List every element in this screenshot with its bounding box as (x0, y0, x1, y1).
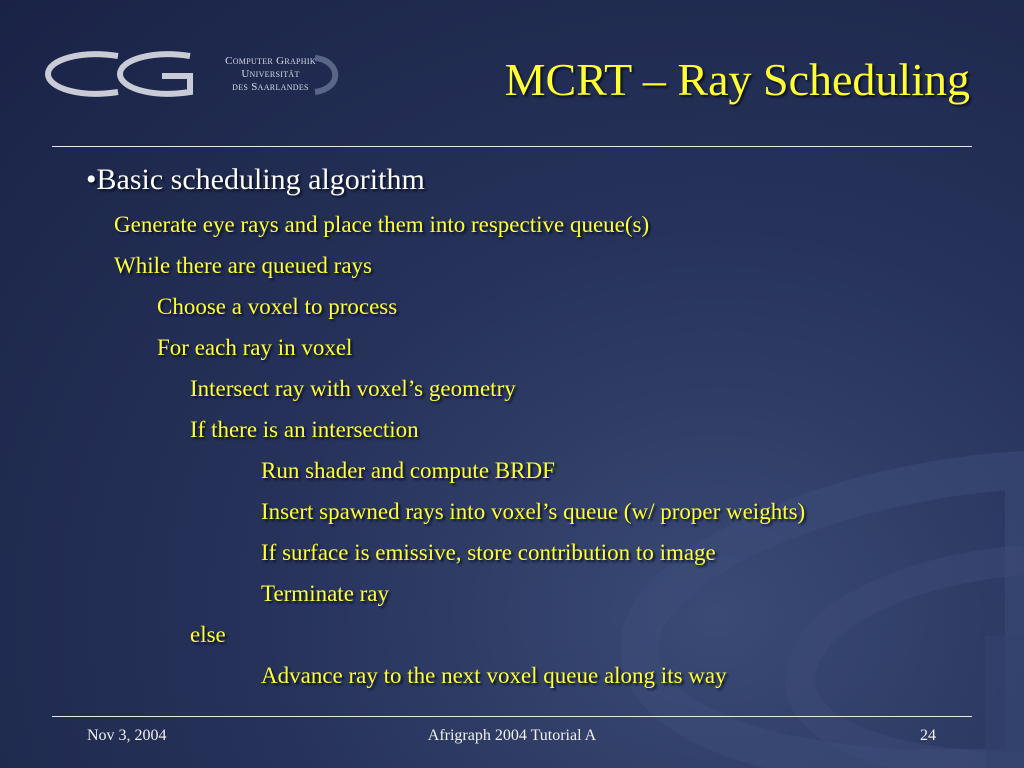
footer-divider (52, 716, 972, 717)
list-item: Choose a voxel to process (157, 294, 398, 319)
list-item: Advance ray to the next voxel queue along its way (261, 663, 727, 688)
list-item: Run shader and compute BRDF (261, 458, 555, 483)
logo-line-2: Universität (241, 68, 300, 80)
logo-line-3: des Saarlandes (232, 81, 309, 93)
list-item: If there is an intersection (190, 417, 419, 442)
footer-page-number: 24 (920, 727, 936, 744)
list-item: Insert spawned rays into voxel’s queue (w/ proper weights) (261, 499, 806, 524)
logo-line-1: Computer Graphik (225, 55, 316, 67)
footer-event: Afrigraph 2004 Tutorial A (427, 727, 597, 744)
list-item: Intersect ray with voxel’s geometry (190, 376, 516, 401)
footer-date: Nov 3, 2004 (87, 727, 167, 744)
list-item: Generate eye rays and place them into respective queue(s) (114, 212, 650, 237)
slide-title: MCRT – Ray Scheduling (504, 54, 970, 105)
list-item: While there are queued rays (114, 253, 372, 278)
list-item: For each ray in voxel (157, 335, 353, 360)
list-item: If surface is emissive, store contribution to image (261, 540, 716, 565)
list-item: Terminate ray (261, 581, 390, 606)
university-logo-text (203, 55, 338, 94)
list-item: else (190, 622, 226, 647)
title-divider (52, 146, 972, 147)
bullet-heading: •Basic scheduling algorithm (86, 163, 425, 196)
